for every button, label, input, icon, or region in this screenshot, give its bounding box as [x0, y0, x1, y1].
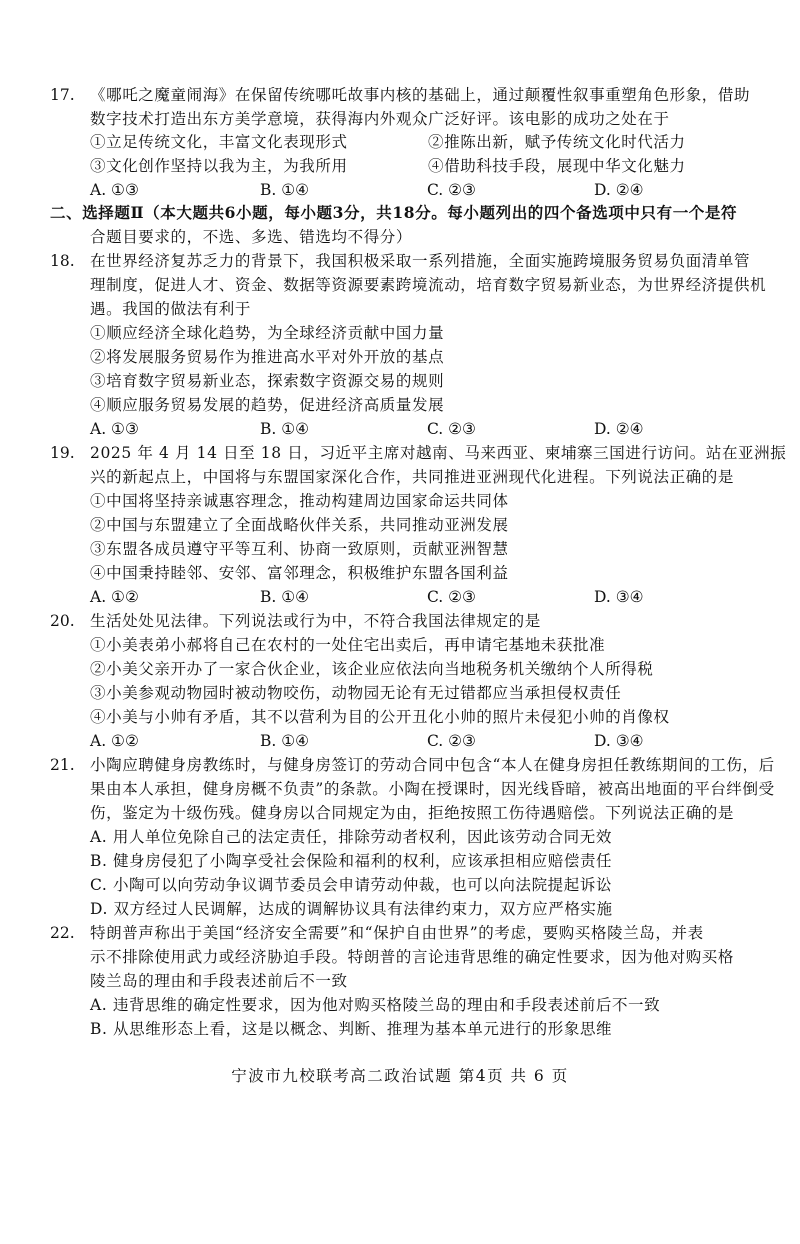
- option-b[interactable]: B. ①④: [260, 181, 310, 199]
- question-19-item-2: ②中国与东盟建立了全面战略伙伴关系，共同推动亚洲发展: [90, 516, 509, 534]
- option-a[interactable]: A. ①③: [90, 181, 139, 199]
- question-21-number: 21.: [50, 756, 75, 774]
- question-21-choice-a[interactable]: A. 用人单位免除自己的法定责任，排除劳动者权利，因此该劳动合同无效: [90, 828, 612, 846]
- page-footer: 宁波市九校联考高二政治试题 第4页 共 6 页: [231, 1067, 569, 1085]
- question-19-stem-line-2: 兴的新起点上，中国将与东盟国家深化合作，共同推进亚洲现代化进程。下列说法正确的是: [90, 468, 735, 486]
- question-22-stem-line-3: 陵兰岛的理由和手段表述前后不一致: [90, 972, 348, 990]
- question-22-choice-b[interactable]: B. 从思维形态上看，这是以概念、判断、推理为基本单元进行的形象思维: [90, 1020, 613, 1038]
- option-d[interactable]: D. ③④: [594, 732, 644, 750]
- option-c[interactable]: C. ②③: [427, 420, 476, 438]
- option-d[interactable]: D. ②④: [594, 181, 644, 199]
- question-21-choice-c[interactable]: C. 小陶可以向劳动争议调节委员会申请劳动仲裁，也可以向法院提起诉讼: [90, 876, 613, 894]
- option-b[interactable]: B. ①④: [260, 420, 310, 438]
- question-17-stem-line-2: 数字技术打造出东方美学意境，获得海内外观众广泛好评。该电影的成功之处在于: [90, 110, 670, 128]
- question-20-item-1: ①小美表弟小郝将自己在农村的一处住宅出卖后，再申请宅基地未获批准: [90, 636, 606, 654]
- option-c[interactable]: C. ②③: [427, 588, 476, 606]
- question-20-item-2: ②小美父亲开办了一家合伙企业，该企业应依法向当地税务机关缴纳个人所得税: [90, 660, 654, 678]
- question-18-item-3: ③培育数字贸易新业态，探索数字资源交易的规则: [90, 372, 445, 390]
- question-21-stem-line-1: 小陶应聘健身房教练时，与健身房签订的劳动合同中包含“本人在健身房担任教练期间的工伤，后: [90, 756, 775, 774]
- question-22-stem-line-2: 示不排除使用武力或经济胁迫手段。特朗普的言论违背思维的确定性要求，因为他对购买格: [90, 948, 735, 966]
- question-21-stem-line-3: 伤，鉴定为十级伤残。健身房以合同规定为由，拒绝按照工伤待遇赔偿。下列说法正确的是: [90, 804, 735, 822]
- question-18-stem-line-1: 在世界经济复苏乏力的背景下，我国积极采取一系列措施，全面实施跨境服务贸易负面清单管: [90, 252, 751, 270]
- section-2-heading-line-2: 合题目要求的，不选、多选、错选均不得分）: [90, 228, 413, 246]
- question-17-number: 17.: [50, 86, 75, 104]
- option-c[interactable]: C. ②③: [427, 181, 476, 199]
- question-20-stem-line-1: 生活处处见法律。下列说法或行为中，不符合我国法律规定的是: [90, 612, 541, 630]
- section-2-heading-line-1: 二、选择题Ⅱ（本大题共6小题，每小题3分，共18分。每小题列出的四个备选项中只有一个是符: [50, 203, 738, 222]
- question-19-item-1: ①中国将坚持亲诚惠容理念，推动构建周边国家命运共同体: [90, 492, 509, 510]
- option-d[interactable]: D. ②④: [594, 420, 644, 438]
- question-19-item-3: ③东盟各成员遵守平等互利、协商一致原则，贡献亚洲智慧: [90, 540, 509, 558]
- option-a[interactable]: A. ①②: [90, 732, 139, 750]
- option-a[interactable]: A. ①②: [90, 588, 139, 606]
- question-22-number: 22.: [50, 924, 75, 942]
- option-d[interactable]: D. ③④: [594, 588, 644, 606]
- question-21-stem-line-2: 果由本人承担，健身房概不负责”的条款。小陶在授课时，因光线昏暗，被高出地面的平台绊倒受: [90, 780, 775, 798]
- question-22-choice-a[interactable]: A. 违背思维的确定性要求，因为他对购买格陵兰岛的理由和手段表述前后不一致: [90, 996, 661, 1014]
- question-19-item-4: ④中国秉持睦邻、安邻、富邻理念，积极维护东盟各国利益: [90, 564, 509, 582]
- option-a[interactable]: A. ①③: [90, 420, 139, 438]
- question-20-item-4: ④小美与小帅有矛盾，其不以营利为目的公开丑化小帅的照片未侵犯小帅的肖像权: [90, 708, 670, 726]
- question-17-item-3: ③文化创作坚持以我为主，为我所用: [90, 157, 348, 175]
- question-17-item-2: ②推陈出新，赋予传统文化时代活力: [428, 133, 686, 151]
- question-17-stem-line-1: 《哪吒之魔童闹海》在保留传统哪吒故事内核的基础上，通过颠覆性叙事重塑角色形象，借助: [90, 86, 751, 104]
- question-18-item-1: ①顺应经济全球化趋势，为全球经济贡献中国力量: [90, 324, 445, 342]
- question-21-choice-b[interactable]: B. 健身房侵犯了小陶享受社会保险和福利的权利，应该承担相应赔偿责任: [90, 852, 613, 870]
- question-18-stem-line-3: 遇。我国的做法有利于: [90, 300, 252, 318]
- question-18-number: 18.: [50, 252, 75, 270]
- question-20-number: 20.: [50, 612, 75, 630]
- question-21-choice-d[interactable]: D. 双方经过人民调解，达成的调解协议具有法律约束力，双方应严格实施: [90, 900, 613, 918]
- question-17-item-4: ④借助科技手段，展现中华文化魅力: [428, 157, 686, 175]
- question-18-item-2: ②将发展服务贸易作为推进高水平对外开放的基点: [90, 348, 445, 366]
- question-20-item-3: ③小美参观动物园时被动物咬伤，动物园无论有无过错都应当承担侵权责任: [90, 684, 622, 702]
- question-19-stem-line-1: 2025 年 4 月 14 日至 18 日，习近平主席对越南、马来西亚、柬埔寨三国进行访问。站在亚洲振: [90, 444, 787, 462]
- question-18-stem-line-2: 理制度，促进人才、资金、数据等资源要素跨境流动，培育数字贸易新业态，为世界经济提供机: [90, 276, 767, 294]
- question-18-item-4: ④顺应服务贸易发展的趋势，促进经济高质量发展: [90, 396, 445, 414]
- option-c[interactable]: C. ②③: [427, 732, 476, 750]
- question-19-number: 19.: [50, 444, 75, 462]
- option-b[interactable]: B. ①④: [260, 732, 310, 750]
- option-b[interactable]: B. ①④: [260, 588, 310, 606]
- question-17-item-1: ①立足传统文化，丰富文化表现形式: [90, 133, 348, 151]
- question-22-stem-line-1: 特朗普声称出于美国“经济安全需要”和“保护自由世界”的考虑，要购买格陵兰岛，并表: [90, 924, 704, 942]
